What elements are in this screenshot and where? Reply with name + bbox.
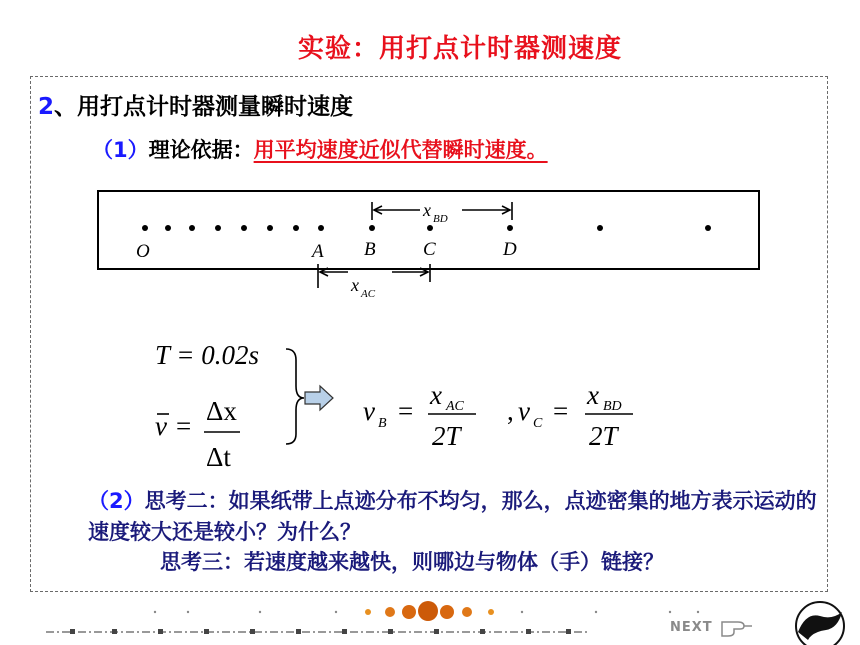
slide-title: 实验：用打点计时器测速度 [297, 34, 622, 64]
svg-text:BD: BD [433, 213, 448, 225]
svg-text:x: x [423, 200, 431, 220]
svg-text:=: = [176, 411, 192, 441]
span-bd-label [422, 200, 448, 225]
svg-text:x: x [587, 380, 599, 410]
basis-text: 用平均速度近似代替瞬时速度。 [253, 138, 548, 162]
svg-text:AC: AC [361, 288, 376, 300]
point-label-o: O [136, 241, 150, 262]
formula-vc [507, 380, 633, 451]
point-label-c: C [423, 239, 436, 260]
section-number: 2 [38, 94, 55, 120]
dot-b [369, 225, 375, 231]
question-two [88, 486, 828, 548]
corner-logo-icon [796, 602, 844, 645]
point-label-b: B [364, 239, 376, 260]
svg-text:BD: BD [603, 399, 622, 414]
span-ac [318, 264, 430, 288]
footer-decoration [46, 601, 699, 634]
basis-label: （1） [92, 138, 149, 162]
svg-text:x: x [430, 380, 442, 410]
svg-text:B: B [378, 416, 387, 431]
formula-avg-num: Δx [206, 396, 237, 426]
dot [597, 225, 603, 231]
pointing-hand-icon[interactable] [722, 622, 752, 636]
dot [165, 225, 171, 231]
formula-left [155, 340, 259, 472]
svg-text:C: C [533, 416, 543, 431]
dot-o [142, 225, 148, 231]
next-button[interactable]: NEXT [670, 620, 713, 635]
dot [189, 225, 195, 231]
svg-text:=: = [398, 396, 414, 426]
formula-avg-den: Δt [206, 442, 231, 472]
dot-c [427, 225, 433, 231]
question-two-label: （2） [88, 489, 145, 513]
dot [215, 225, 221, 231]
svg-text:v: v [363, 396, 375, 426]
implies-arrow-icon [305, 386, 333, 410]
dot [267, 225, 273, 231]
dot-a [318, 225, 324, 231]
dot [705, 225, 711, 231]
brace [286, 349, 304, 444]
point-label-d: D [503, 239, 517, 260]
dot [293, 225, 299, 231]
basis-prefix: 理论依据： [148, 138, 254, 162]
section-title: 、用打点计时器测量瞬时速度 [54, 94, 354, 120]
question-two-text: 思考二：如果纸带上点迹分布不均匀，那么，点迹密集的地方表示运动的速度较大还是较小？为什么？ [88, 489, 817, 544]
svg-text:2T: 2T [432, 421, 461, 451]
span-ac-label [350, 275, 376, 300]
formula-period: T = 0.02s [155, 340, 260, 370]
orange-beads [365, 601, 494, 621]
dot [241, 225, 247, 231]
svg-text:AC: AC [446, 399, 464, 414]
svg-text:2T: 2T [589, 421, 618, 451]
svg-text:=: = [553, 396, 569, 426]
svg-text:x: x [351, 275, 359, 295]
point-label-a: A [312, 241, 324, 262]
svg-text:,: , [507, 396, 514, 426]
svg-text:v: v [518, 396, 530, 426]
tape-dots [142, 225, 711, 231]
dot-d [507, 225, 513, 231]
formula-vb [363, 380, 476, 451]
question-three: 思考三：若速度越来越快，则哪边与物体（手）链接？ [160, 550, 664, 574]
formula-avg-v: v [155, 411, 167, 441]
